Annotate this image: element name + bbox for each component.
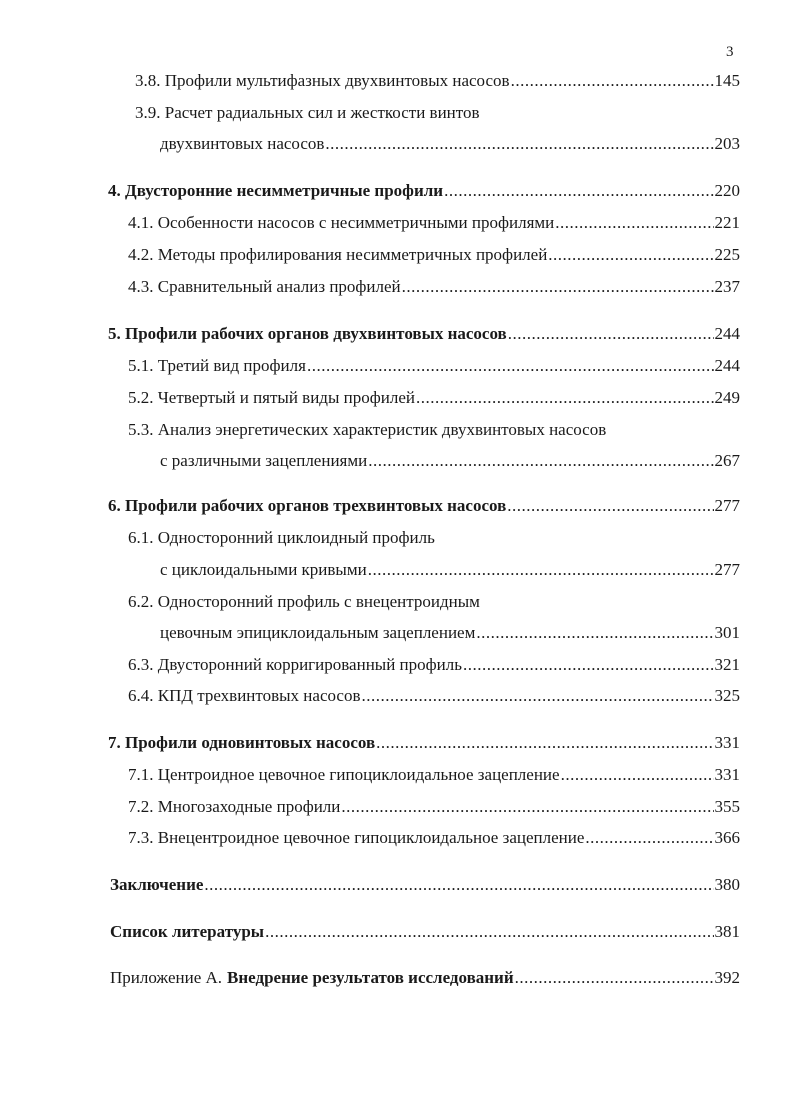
dot-leader	[265, 921, 713, 943]
toc-entry-title: 7.1. Центроидное цевочное гипоциклоидальное зацепление	[128, 765, 560, 784]
dot-leader	[508, 323, 714, 345]
toc-entry-page: 221	[714, 213, 740, 232]
toc-chapter-5	[108, 323, 740, 345]
toc-appendix	[110, 967, 740, 989]
toc-entry-page: 301	[714, 623, 740, 642]
dot-leader	[507, 495, 713, 517]
toc-entry-title: цевочным эпициклоидальным зацеплением	[160, 623, 476, 642]
toc-entry-title: 5.2. Четвертый и пятый виды профилей	[128, 388, 415, 407]
toc-entry-title: 4.2. Методы профилирования несимметричных профилей	[128, 245, 548, 264]
toc-entry-page: 145	[714, 71, 740, 90]
toc-entry-7-1	[128, 764, 740, 786]
toc-references	[110, 921, 740, 943]
dot-leader	[515, 967, 714, 989]
toc-chapter-title: 7. Профили одновинтовых насосов	[108, 733, 376, 752]
toc-entry-title: 3.8. Профили мультифазных двухвинтовых насосов	[135, 71, 510, 90]
toc-entry-3-8	[135, 70, 740, 92]
toc-entry-page: 392	[714, 968, 740, 987]
toc-entry-title: с циклоидальными кривыми	[160, 560, 367, 579]
toc-chapter-title: Заключение	[110, 875, 204, 894]
dot-leader	[361, 685, 713, 707]
toc-entry-page: 249	[714, 388, 740, 407]
toc-entry-title: с различными зацеплениями	[160, 451, 368, 470]
toc-entry-page: 220	[714, 181, 740, 200]
toc-entry-page: 321	[714, 655, 740, 674]
toc-entry-7-2	[128, 796, 740, 818]
dot-leader	[376, 732, 713, 754]
toc-entry-4-3	[128, 276, 740, 298]
dot-leader	[341, 796, 713, 818]
toc-entry-page: 267	[714, 451, 740, 470]
toc-entry-page: 381	[714, 922, 740, 941]
toc-entry-5-2	[128, 387, 740, 409]
toc-entry-7-3	[128, 827, 740, 849]
toc-chapter-7	[108, 732, 740, 754]
toc-entry-5-3	[160, 450, 740, 472]
toc-entry-3-9	[160, 133, 740, 155]
toc-entry-page: 244	[714, 324, 740, 343]
toc-entry-6-1-line1: 6.1. Односторонний циклоидный профиль	[128, 528, 435, 547]
toc-entry-title: 4.1. Особенности насосов с несимметричными профилями	[128, 213, 555, 232]
toc-entry-page: 225	[714, 245, 740, 264]
toc-entry-6-2-line1: 6.2. Односторонний профиль с внецентроидным	[128, 592, 480, 611]
toc-entry-title: 5.1. Третий вид профиля	[128, 356, 306, 375]
dot-leader	[585, 827, 713, 849]
toc-entry-page: 325	[714, 686, 740, 705]
dot-leader	[307, 355, 714, 377]
toc-entry-4-1	[128, 212, 740, 234]
toc-entry-page: 366	[714, 828, 740, 847]
dot-leader	[555, 212, 713, 234]
toc-entry-6-4	[128, 685, 740, 707]
toc-entry-3-9-line1: 3.9. Расчет радиальных сил и жесткости винтов	[135, 103, 480, 122]
toc-chapter-4	[108, 180, 740, 202]
toc-entry-page: 355	[714, 797, 740, 816]
toc-chapter-title: 5. Профили рабочих органов двухвинтовых насосов	[108, 324, 507, 343]
toc-entry-page: 277	[714, 560, 740, 579]
toc-entry-5-3-line1: 5.3. Анализ энергетических характеристик двухвинтовых насосов	[128, 420, 607, 439]
toc-entry-page: 244	[714, 356, 740, 375]
toc-entry-page: 331	[714, 765, 740, 784]
dot-leader	[476, 622, 713, 644]
toc-entry-6-1	[160, 559, 740, 581]
toc-entry-4-2	[128, 244, 740, 266]
dot-leader	[548, 244, 713, 266]
toc-entry-6-3	[128, 654, 740, 676]
dot-leader	[368, 559, 714, 581]
toc-chapter-title: Внедрение результатов исследований	[227, 968, 514, 987]
toc-entry-page: 380	[714, 875, 740, 894]
toc-entry-5-1	[128, 355, 740, 377]
toc-entry-page: 237	[714, 277, 740, 296]
toc-entry-title: 6.3. Двусторонний корригированный профиль	[128, 655, 463, 674]
toc-chapter-title: 4. Двусторонние несимметричные профили	[108, 181, 444, 200]
toc-entry-page: 203	[714, 134, 740, 153]
dot-leader	[368, 450, 713, 472]
dot-leader	[325, 133, 713, 155]
toc-entry-title: двухвинтовых насосов	[160, 134, 325, 153]
dot-leader	[561, 764, 714, 786]
toc-entry-title: 6.4. КПД трехвинтовых насосов	[128, 686, 361, 705]
toc-entry-page: 277	[714, 496, 740, 515]
dot-leader	[204, 874, 713, 896]
toc-conclusion	[110, 874, 740, 896]
toc-entry-title: 7.3. Внецентроидное цевочное гипоциклоидальное зацепление	[128, 828, 585, 847]
dot-leader	[511, 70, 714, 92]
toc-entry-6-2	[160, 622, 740, 644]
toc-entry-title: 7.2. Многозаходные профили	[128, 797, 341, 816]
dot-leader	[463, 654, 713, 676]
toc-appendix-prefix: Приложение А.	[110, 968, 223, 987]
dot-leader	[444, 180, 713, 202]
toc-entry-page: 331	[714, 733, 740, 752]
page-number: 3	[726, 44, 734, 60]
dot-leader	[402, 276, 714, 298]
toc-chapter-6	[108, 495, 740, 517]
toc-entry-title: 4.3. Сравнительный анализ профилей	[128, 277, 401, 296]
dot-leader	[416, 387, 714, 409]
toc-chapter-title: 6. Профили рабочих органов трехвинтовых насосов	[108, 496, 507, 515]
toc-chapter-title: Список литературы	[110, 922, 265, 941]
